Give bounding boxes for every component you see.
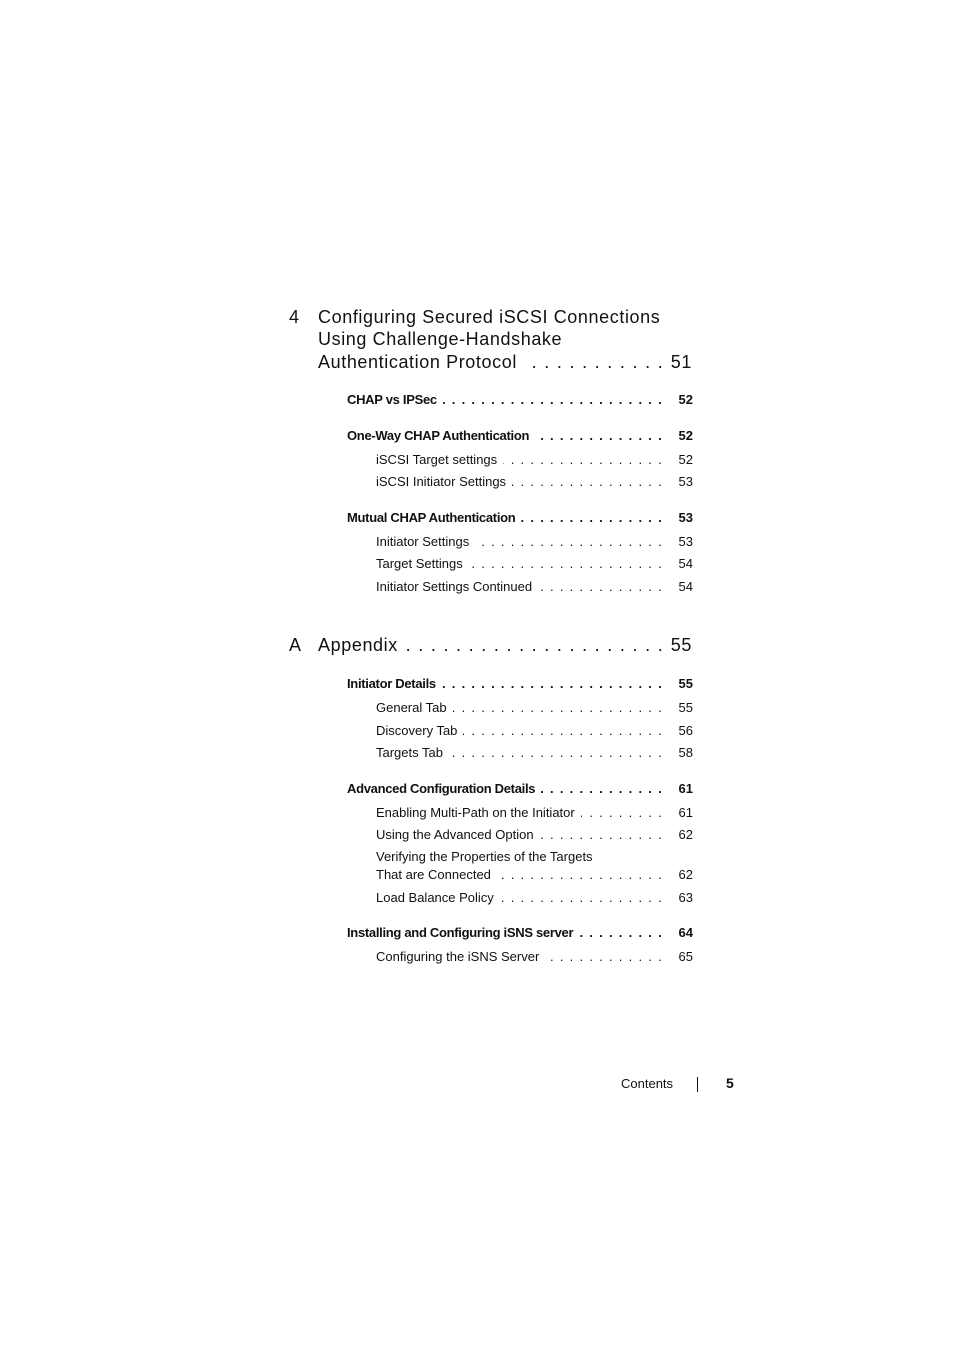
toc-subsection-entry[interactable] (376, 867, 693, 882)
toc-subsection-entry[interactable] (376, 534, 693, 549)
leader-dots (503, 452, 663, 467)
subsection-title: Enabling Multi-Path on the Initiator (376, 805, 575, 820)
toc-subsection-entry[interactable] (376, 700, 693, 715)
subsection-title-line-2: That are Connected (376, 867, 491, 882)
appendix-letter: A (289, 635, 302, 655)
subsection-page-number: 63 (678, 890, 693, 905)
toc-section-entry[interactable] (347, 428, 693, 443)
subsection-title: Using the Advanced Option (376, 827, 534, 842)
toc-subsection-entry[interactable] (376, 452, 693, 467)
section-title: Mutual CHAP Authentication (347, 510, 516, 525)
subsection-page-number: 54 (678, 556, 693, 571)
leader-dots (545, 949, 663, 964)
leader-dots (475, 534, 663, 549)
leader-dots (500, 890, 663, 905)
toc-section-entry[interactable] (347, 510, 693, 525)
subsection-title: Discovery Tab (376, 723, 458, 738)
subsection-title: Initiator Settings (376, 534, 470, 549)
leader-dots (541, 781, 663, 796)
section-page-number: 55 (678, 676, 693, 691)
leader-dots (521, 510, 663, 525)
subsection-page-number: 62 (678, 867, 693, 882)
subsection-title: General Tab (376, 700, 447, 715)
subsection-title: Targets Tab (376, 745, 443, 760)
section-title: CHAP vs IPSec (347, 392, 437, 407)
chapter-page-number: 51 (670, 352, 692, 372)
section-page-number: 61 (678, 781, 693, 796)
subsection-title: iSCSI Initiator Settings (376, 474, 507, 489)
section-page-number: 52 (678, 392, 693, 407)
subsection-page-number: 56 (678, 723, 693, 738)
appendix-title-row[interactable] (318, 635, 692, 656)
toc-section-entry[interactable] (347, 676, 693, 691)
leader-dots (404, 635, 664, 656)
section-page-number: 52 (678, 428, 693, 443)
subsection-title: iSCSI Target settings (376, 452, 498, 467)
appendix-page-number: 55 (670, 635, 692, 655)
subsection-page-number: 53 (678, 474, 693, 489)
chapter-title-row[interactable] (318, 352, 692, 373)
chapter-title-line-1: Configuring Secured iSCSI Connections (318, 307, 661, 327)
section-title: Initiator Details (347, 676, 436, 691)
subsection-page-number: 55 (678, 700, 693, 715)
subsection-page-number: 61 (678, 805, 693, 820)
toc-section-entry[interactable] (347, 781, 693, 796)
leader-dots (497, 867, 663, 882)
toc-subsection-entry[interactable] (376, 805, 693, 820)
leader-dots (535, 428, 663, 443)
subsection-page-number: 52 (678, 452, 693, 467)
toc-subsection-entry[interactable] (376, 949, 693, 964)
section-title: Installing and Configuring iSNS server (347, 925, 574, 940)
chapter-title-line-2: Using Challenge-Handshake (318, 329, 563, 349)
toc-subsection-entry[interactable] (376, 890, 693, 905)
subsection-page-number: 53 (678, 534, 693, 549)
leader-dots (449, 745, 663, 760)
subsection-title: Target Settings (376, 556, 463, 571)
leader-dots (581, 805, 663, 820)
toc-subsection-entry[interactable] (376, 827, 693, 842)
footer-page-number: 5 (726, 1075, 734, 1091)
subsection-page-number: 54 (678, 579, 693, 594)
subsection-title: Initiator Settings Continued (376, 579, 533, 594)
chapter-title-line-3: Authentication Protocol (318, 352, 517, 372)
subsection-title: Load Balance Policy (376, 890, 494, 905)
leader-dots (463, 723, 663, 738)
footer-section-label: Contents (621, 1076, 674, 1091)
subsection-page-number: 62 (678, 827, 693, 842)
toc-subsection-entry[interactable] (376, 556, 693, 571)
section-title: Advanced Configuration Details (347, 781, 536, 796)
footer-divider (697, 1077, 698, 1092)
leader-dots (453, 700, 663, 715)
leader-dots (579, 925, 663, 940)
subsection-title-line-1[interactable]: Verifying the Properties of the Targets (376, 849, 593, 864)
chapter-number: 4 (289, 307, 300, 327)
toc-subsection-entry[interactable] (376, 723, 693, 738)
leader-dots (442, 676, 663, 691)
subsection-title: Configuring the iSNS Server (376, 949, 540, 964)
toc-subsection-entry[interactable] (376, 474, 693, 489)
leader-dots (512, 474, 663, 489)
section-page-number: 64 (678, 925, 693, 940)
leader-dots (443, 392, 663, 407)
toc-subsection-entry[interactable] (376, 579, 693, 594)
leader-dots (469, 556, 663, 571)
leader-dots (540, 827, 663, 842)
subsection-page-number: 65 (678, 949, 693, 964)
toc-subsection-entry[interactable] (376, 745, 693, 760)
toc-section-entry[interactable] (347, 925, 693, 940)
leader-dots (523, 352, 664, 373)
section-title: One-Way CHAP Authentication (347, 428, 530, 443)
leader-dots (538, 579, 663, 594)
section-page-number: 53 (678, 510, 693, 525)
subsection-page-number: 58 (678, 745, 693, 760)
toc-section-entry[interactable] (347, 392, 693, 407)
appendix-title: Appendix (318, 635, 398, 655)
